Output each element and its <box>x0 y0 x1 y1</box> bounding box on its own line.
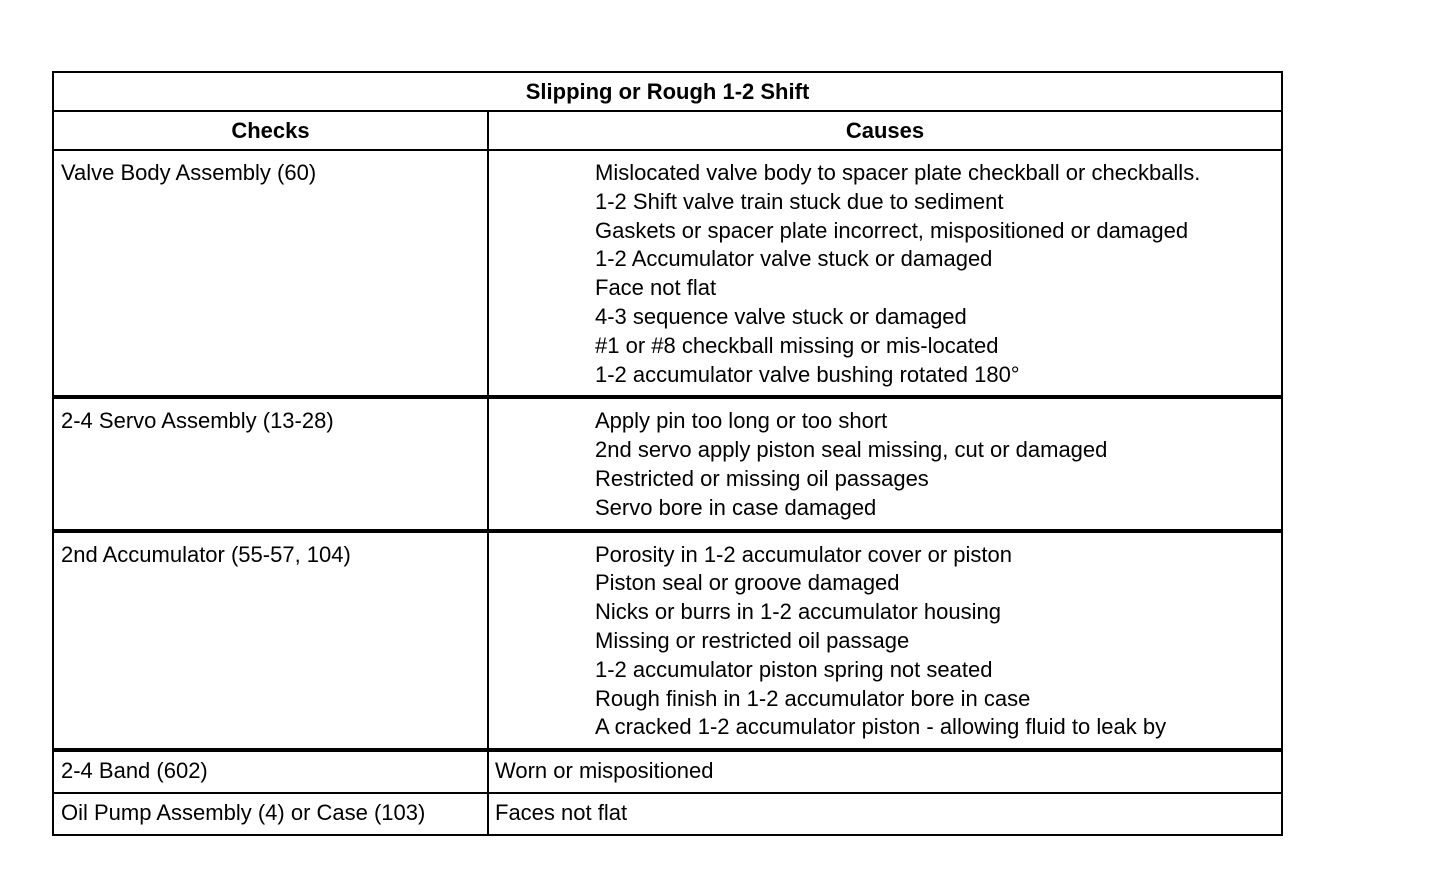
cause-item: Faces not flat <box>495 799 628 825</box>
cause-item: Servo bore in case damaged <box>595 494 877 520</box>
cause-item: Gaskets or spacer plate incorrect, mispositioned or damaged <box>595 217 1189 243</box>
cause-item: A cracked 1-2 accumulator piston - allowing fluid to leak by <box>595 714 1167 740</box>
diagnosis-table <box>52 71 1283 836</box>
check-text: Oil Pump Assembly (4) or Case (103) <box>61 799 426 825</box>
cause-item: Missing or restricted oil passage <box>595 627 910 653</box>
table-row <box>53 793 1282 835</box>
causes-cell <box>488 397 1282 530</box>
causes-header: Causes <box>488 111 1282 150</box>
cause-item: Porosity in 1-2 accumulator cover or piston <box>595 541 1012 567</box>
cause-item: 1-2 Shift valve train stuck due to sediment <box>595 188 1004 214</box>
table-row <box>53 531 1282 751</box>
check-cell <box>53 531 488 751</box>
cause-item: Nicks or burrs in 1-2 accumulator housing <box>595 599 1001 625</box>
cause-item: Restricted or missing oil passages <box>595 465 929 491</box>
check-cell <box>53 793 488 835</box>
cause-item: Mislocated valve body to spacer plate checkball or checkballs. <box>595 160 1201 185</box>
cause-item: 2nd servo apply piston seal missing, cut or damaged <box>595 437 1108 463</box>
check-text: 2-4 Band (602) <box>61 758 208 784</box>
check-cell <box>53 397 488 530</box>
cause-item: Worn or mispositioned <box>495 758 714 784</box>
table-row <box>53 750 1282 793</box>
cause-item: Rough finish in 1-2 accumulator bore in case <box>595 685 1031 711</box>
check-cell <box>53 150 488 397</box>
cause-item: 1-2 Accumulator valve stuck or damaged <box>595 246 993 272</box>
cause-item: 1-2 accumulator piston spring not seated <box>595 656 993 682</box>
table-title: Slipping or Rough 1-2 Shift <box>53 72 1282 111</box>
check-text: 2-4 Servo Assembly (13-28) <box>61 408 334 434</box>
cause-item: Apply pin too long or too short <box>595 408 888 434</box>
cause-item: #1 or #8 checkball missing or mis-located <box>595 332 999 358</box>
table-row <box>53 150 1282 397</box>
causes-cell <box>488 531 1282 751</box>
cause-item: 4-3 sequence valve stuck or damaged <box>595 303 967 329</box>
check-cell <box>53 750 488 793</box>
table-row <box>53 397 1282 530</box>
causes-cell <box>488 150 1282 397</box>
check-text: 2nd Accumulator (55-57, 104) <box>61 541 351 567</box>
cause-item: Piston seal or groove damaged <box>595 570 900 596</box>
causes-cell <box>488 793 1282 835</box>
check-text: Valve Body Assembly (60) <box>61 160 317 185</box>
cause-item: 1-2 accumulator valve bushing rotated 180° <box>595 361 1020 387</box>
cause-item: Face not flat <box>595 275 717 301</box>
checks-header: Checks <box>53 111 488 150</box>
causes-cell <box>488 750 1282 793</box>
